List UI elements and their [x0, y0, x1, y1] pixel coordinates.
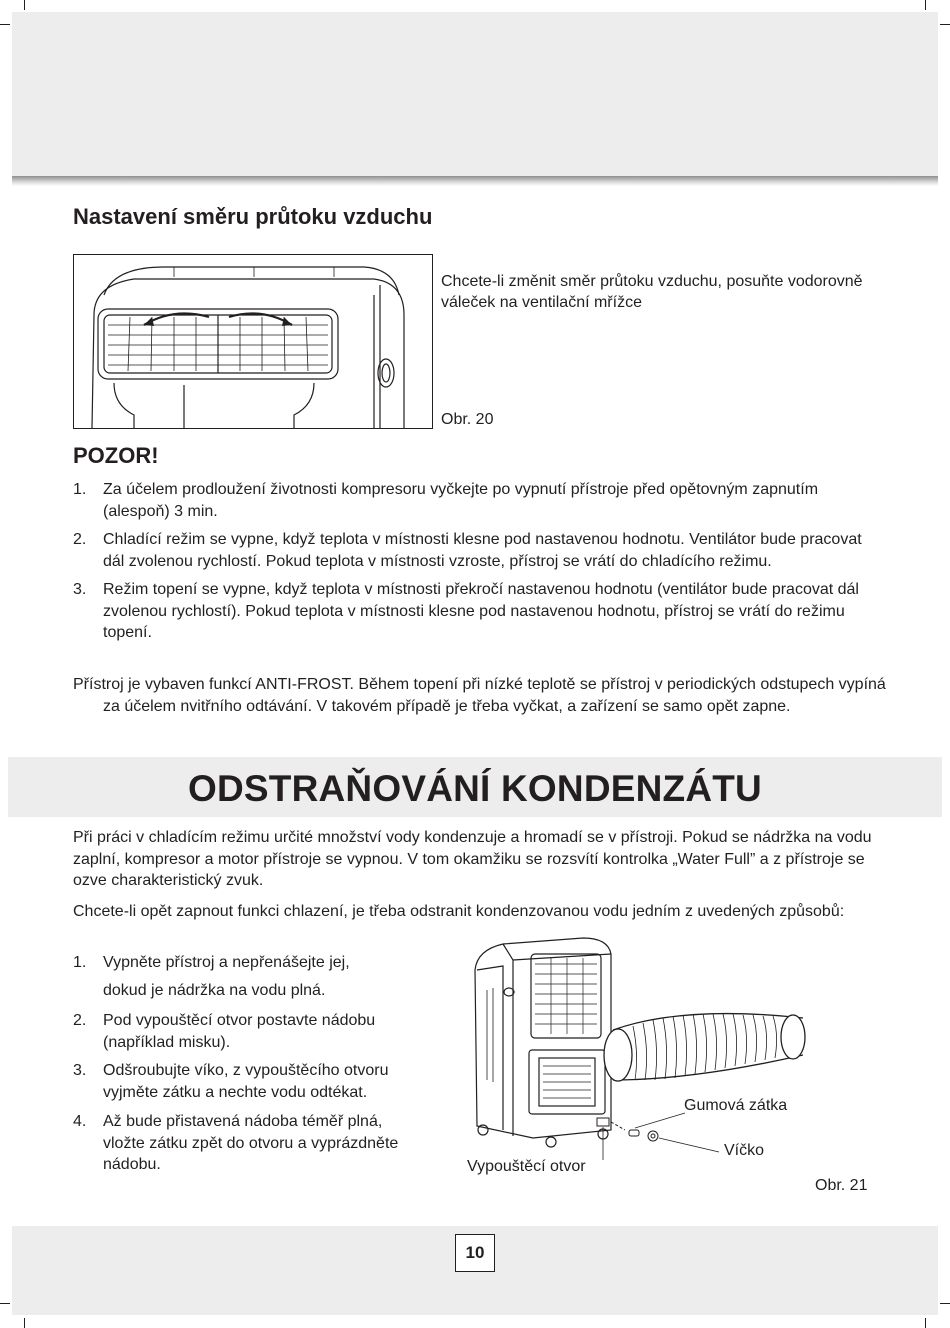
list-item-text: vložte zátku zpět do otvoru a vyprázdněte: [103, 1134, 399, 1152]
list-item: [73, 579, 873, 644]
crop-mark: [24, 1318, 25, 1328]
crop-mark: [940, 24, 950, 25]
main-title: ODSTRAŇOVÁNÍ KONDENZÁTU: [188, 768, 762, 809]
list-item-number: 3.: [73, 1062, 87, 1079]
callout-cap: Víčko: [724, 1142, 765, 1159]
callout-drain-outlet: Vypouštěcí otvor: [467, 1158, 586, 1175]
warning-list: [73, 479, 873, 644]
figure-20-frame: [73, 254, 433, 429]
figure-21-label: Obr. 21: [815, 1177, 868, 1194]
list-item-text: vyjměte zátku a nechte vodu odtékat.: [103, 1083, 368, 1101]
air-conditioner-rear-illustration: [463, 930, 883, 1180]
anti-frost-note: Přístroj je vybaven funkcí ANTI-FROST. Během topení při nízké teplotě se přístroj v periodických odstupech vypíná za účelem nvitřního odtávání. V takovém případě je třeba vyčkat, a zařízení se samo opět zapne.: [73, 676, 886, 715]
list-item-number: 2.: [73, 531, 87, 548]
list-item-number: 3.: [73, 581, 87, 598]
list-item: [73, 1060, 463, 1106]
warning-title: POZOR!: [73, 443, 159, 468]
header-band-shadow: [12, 176, 938, 186]
list-item: [73, 479, 873, 522]
figure-20-label: Obr. 20: [441, 411, 494, 428]
list-item: [73, 1111, 473, 1177]
header-band: [12, 12, 938, 178]
list-item-text: dokud je nádržka na vodu plná.: [103, 982, 326, 999]
list-item: [73, 529, 873, 572]
callout-rubber-plug: Gumová zátka: [684, 1097, 788, 1114]
crop-mark: [24, 0, 25, 10]
list-item-number: 4.: [73, 1113, 87, 1130]
list-item: [73, 1010, 463, 1056]
list-item-text: Až bude přistavená nádoba téměř plná,: [103, 1113, 383, 1130]
crop-mark: [0, 1303, 10, 1304]
list-item-number: 2.: [73, 1012, 87, 1029]
crop-mark: [0, 24, 10, 25]
list-item-text: nádobu.: [103, 1156, 161, 1173]
page-number: 10: [455, 1234, 495, 1272]
crop-mark: [925, 1318, 926, 1328]
section-heading: Nastavení směru průtoku vzduchu: [73, 204, 433, 229]
list-item-text: Vypněte přístroj a nepřenášejte jej,: [103, 954, 350, 971]
list-item: [73, 952, 453, 1012]
air-vent-illustration: [74, 255, 432, 428]
list-item-number: 1.: [73, 954, 87, 971]
list-item-text: Odšroubujte víko, z vypouštěcího otvoru: [103, 1062, 389, 1079]
list-item-number: 1.: [73, 481, 87, 498]
intro-paragraph: Při práci v chladícím režimu určité množství vody kondenzuje a hromadí se v přístroji. Pokud se nádržka na vodu zaplní, kompresor a motor přístroje se vypnou. V tom okamžiku se rozsvítí kontrolka „Water Full” a z přístroje se ozve charakteristický zvuk.: [73, 829, 872, 889]
lead-paragraph: Chcete-li opět zapnout funkci chlazení, je třeba odstranit kondenzovanou vodu jedním z uvedených způsobů:: [73, 903, 845, 920]
crop-mark: [925, 0, 926, 10]
list-item-text: Pod vypouštěcí otvor postavte nádobu: [103, 1012, 376, 1029]
figure-20-caption: Chcete-li změnit směr průtoku vzduchu, posuňte vodorovně váleček na ventilační mřížce: [441, 273, 863, 311]
crop-mark: [940, 1303, 950, 1304]
list-item-text: Chladící režim se vypne, když teplota v místnosti klesne pod nastavenou hodnotu. Ventilátor bude pracovat dál zvolenou rychlostí. Pokud teplota v místnosti vzroste, přístroj se vrátí do chladícího režimu.: [103, 531, 862, 570]
list-item-text: Za účelem prodloužení životnosti kompresoru vyčkejte po vypnutí přístroje před opětovným zapnutím (alespoň) 3 min.: [103, 481, 819, 520]
list-item-text: Režim topení se vypne, když teplota v místnosti překročí nastavenou hodnotu (ventilátor bude pracovat dál zvolenou rychlostí). Pokud teplota v místnosti klesne pod nastavenou hodnotu, přístroj se vrátí do režimu topení.: [103, 581, 859, 641]
list-item-text: (například misku).: [103, 1033, 231, 1051]
